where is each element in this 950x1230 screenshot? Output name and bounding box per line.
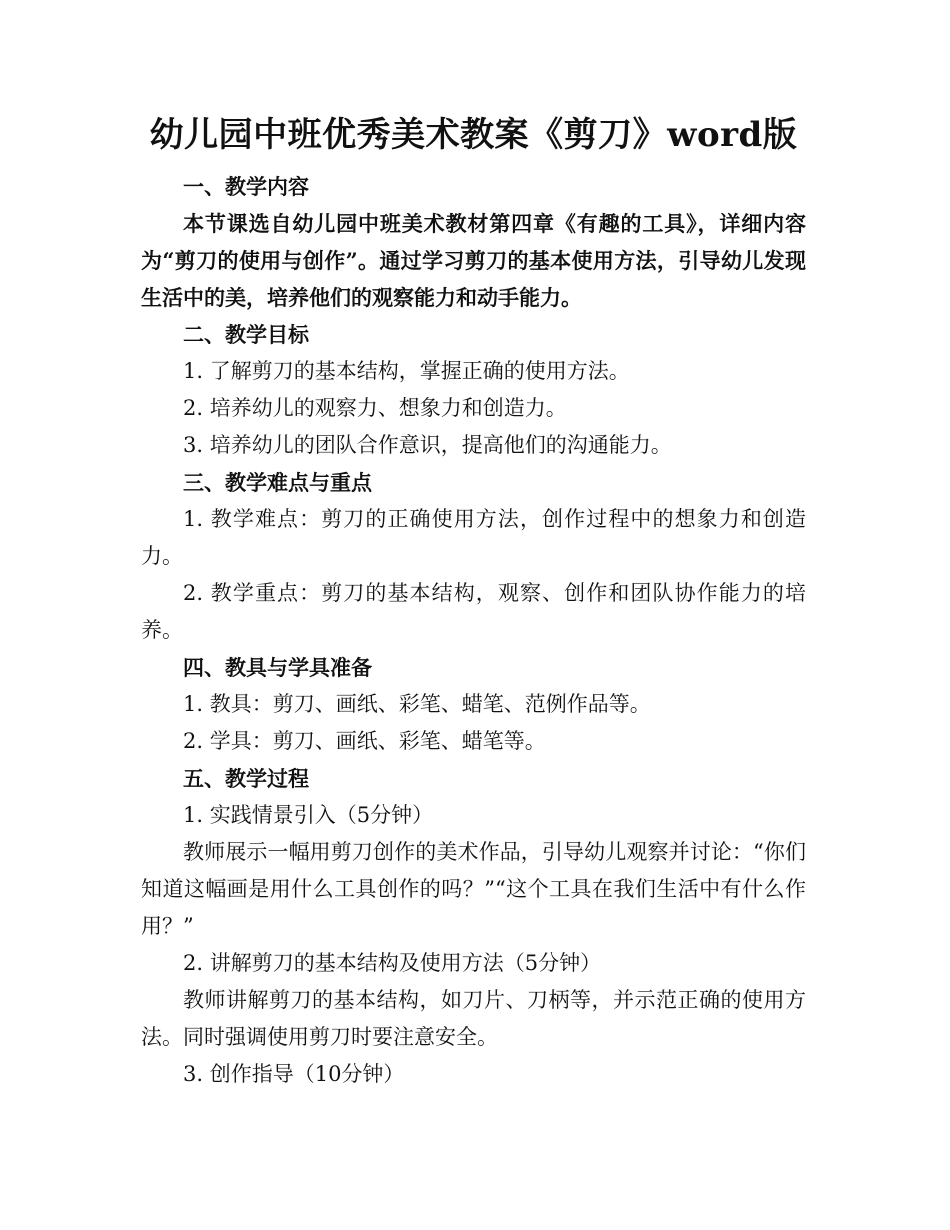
list-item-goal-3: 3. 培养幼儿的团队合作意识，提高他们的沟通能力。 bbox=[183, 433, 672, 457]
process-step-2-title: 2. 讲解剪刀的基本结构及使用方法（5分钟） bbox=[183, 951, 602, 975]
list-item-learning-tools: 2. 学具：剪刀、画纸、彩笔、蜡笔等。 bbox=[183, 729, 546, 753]
section-heading-teaching-content: 一、教学内容 bbox=[183, 174, 309, 199]
section-heading-materials: 四、教具与学具准备 bbox=[183, 655, 372, 680]
section-heading-teaching-process: 五、教学过程 bbox=[183, 766, 309, 791]
process-step-2-text: 教师讲解剪刀的基本结构，如刀片、刀柄等，并示范正确的使用方法。同时强调使用剪刀时要注意安全。 bbox=[141, 988, 806, 1049]
section-heading-difficulties-focus: 三、教学难点与重点 bbox=[183, 470, 372, 495]
list-item-goal-1: 1. 了解剪刀的基本结构，掌握正确的使用方法。 bbox=[183, 359, 630, 383]
list-item-focus: 2. 教学重点：剪刀的基本结构，观察、创作和团队协作能力的培养。 bbox=[141, 581, 806, 642]
document-title: 幼儿园中班优秀美术教案《剪刀》word版 bbox=[149, 115, 798, 155]
process-step-1-title: 1. 实践情景引入（5分钟） bbox=[183, 803, 434, 827]
paragraph-teaching-content: 本节课选自幼儿园中班美术教材第四章《有趣的工具》，详细内容为“剪刀的使用与创作”。通过学习剪刀的基本使用方法，引导幼儿发现生活中的美，培养他们的观察能力和动手能力。 bbox=[141, 211, 806, 310]
document-body bbox=[141, 108, 806, 1093]
section-heading-teaching-goals: 二、教学目标 bbox=[183, 322, 309, 347]
list-item-difficulty: 1. 教学难点：剪刀的正确使用方法，创作过程中的想象力和创造力。 bbox=[141, 507, 806, 568]
process-step-1-text: 教师展示一幅用剪刀创作的美术作品，引导幼儿观察并讨论：“你们知道这幅画是用什么工具创作的吗？”“这个工具在我们生活中有什么作用？” bbox=[141, 840, 806, 938]
list-item-teaching-tools: 1. 教具：剪刀、画纸、彩笔、蜡笔、范例作品等。 bbox=[183, 692, 651, 716]
process-step-3-title: 3. 创作指导（10分钟） bbox=[183, 1062, 405, 1086]
list-item-goal-2: 2. 培养幼儿的观察力、想象力和创造力。 bbox=[183, 396, 567, 420]
